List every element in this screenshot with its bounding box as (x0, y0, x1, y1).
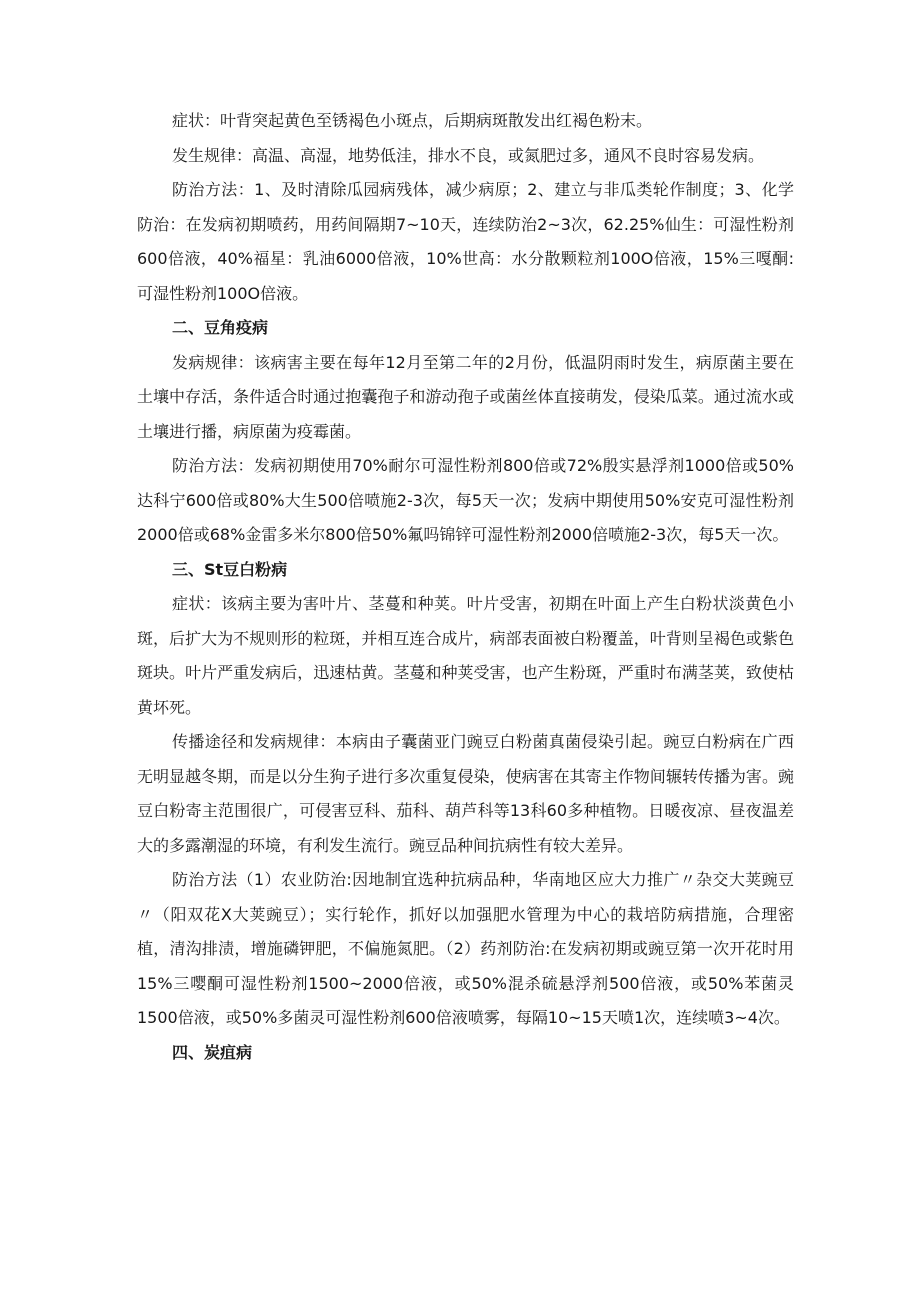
occurrence-paragraph: 发生规律：高温、高湿，地势低洼，排水不良，或氮肥过多，通风不良时容易发病。 (172, 145, 765, 165)
symptom-paragraph: 症状：叶背突起黄色至锈褐色小斑点，后期病斑散发出红褐色粉末。 (172, 111, 653, 130)
bean-blight-control-paragraph: 防治方法：发病初期使用70%耐尔可湿性粉剂800倍或72%殷实悬浮剂1000倍或50%达科宁600倍或80%大生500倍喷施2-3次，每5天一次；发病中期使用50%安克可湿性粉剂2000倍或68%金雷多米尔800倍50%氟吗锦锌可湿性粉剂2000倍喷施2-3次，每5天一次。 (137, 456, 794, 544)
section-heading-anthracnose: 四、炭疽病 (172, 1042, 253, 1062)
powdery-mildew-control-paragraph: 防治方法（1）农业防治:因地制宜选种抗病品种，华南地区应大力推广〃杂交大荚豌豆〃（阳双花X大荚豌豆）；实行轮作，抓好以加强肥水管理为中心的栽培防病措施，合理密植，清沟排渍，增施磷钾肥，不偏施氮肥。（2）药剂防治:在发病初期或豌豆第一次开花时用15%三嘤酮可湿性粉剂1500~2000倍液，或50%混杀硫悬浮剂500倍液，或50%苯菌灵1500倍液，或50%多菌灵可湿性粉剂600倍液喷雾，每隔10~15天喷1次，连续喷3~4次。 (137, 870, 794, 1027)
powdery-mildew-symptom-paragraph: 症状：该病主要为害叶片、茎蔓和种荚。叶片受害，初期在叶面上产生白粉状淡黄色小斑，后扩大为不规则形的粒斑，并相互连合成片，病部表面被白粉覆盖，叶背则呈褐色或紫色斑块。叶片严重发病后，迅速枯黄。茎蔓和种荚受害，也产生粉斑，严重时布满茎荚，致使枯黄坏死。 (137, 594, 794, 717)
document-body (137, 104, 794, 1070)
bean-blight-occurrence-paragraph: 发病规律：该病害主要在每年12月至第二年的2月份，低温阴雨时发生，病原菌主要在土壤中存活，条件适合时通过抱囊孢子和游动孢子或菌丝体直接萌发，侵染瓜菜。通过流水或土壤进行播，病原菌为疫霉菌。 (137, 352, 794, 441)
control-paragraph: 防治方法：1、及时清除瓜园病残体，减少病原；2、建立与非瓜类轮作制度；3、化学防治：在发病初期喷药，用药间隔期7~10天，连续防治2~3次，62.25%仙生：可湿性粉剂600倍液，40%福星：乳油6000倍液，10%世高：水分散颗粒剂100O倍液，15%三嘎酮:可湿性粉剂100O倍液。 (137, 180, 794, 303)
powdery-mildew-transmission-paragraph: 传播途径和发病规律：本病由子囊菌亚门豌豆白粉菌真菌侵染引起。豌豆白粉病在广西无明显越冬期，而是以分生狗子进行多次重复侵染，使病害在其寄主作物间辗转传播为害。豌豆白粉寄主范围很广，可侵害豆科、茄科、葫芦科等13科60多种植物。日暖夜凉、昼夜温差大的多露潮湿的环境，有利发生流行。豌豆品种间抗病性有较大差异。 (137, 732, 794, 855)
section-heading-powdery-mildew: 三、St豆白粉病 (172, 559, 288, 579)
section-heading-bean-blight: 二、豆角疫病 (172, 318, 269, 337)
